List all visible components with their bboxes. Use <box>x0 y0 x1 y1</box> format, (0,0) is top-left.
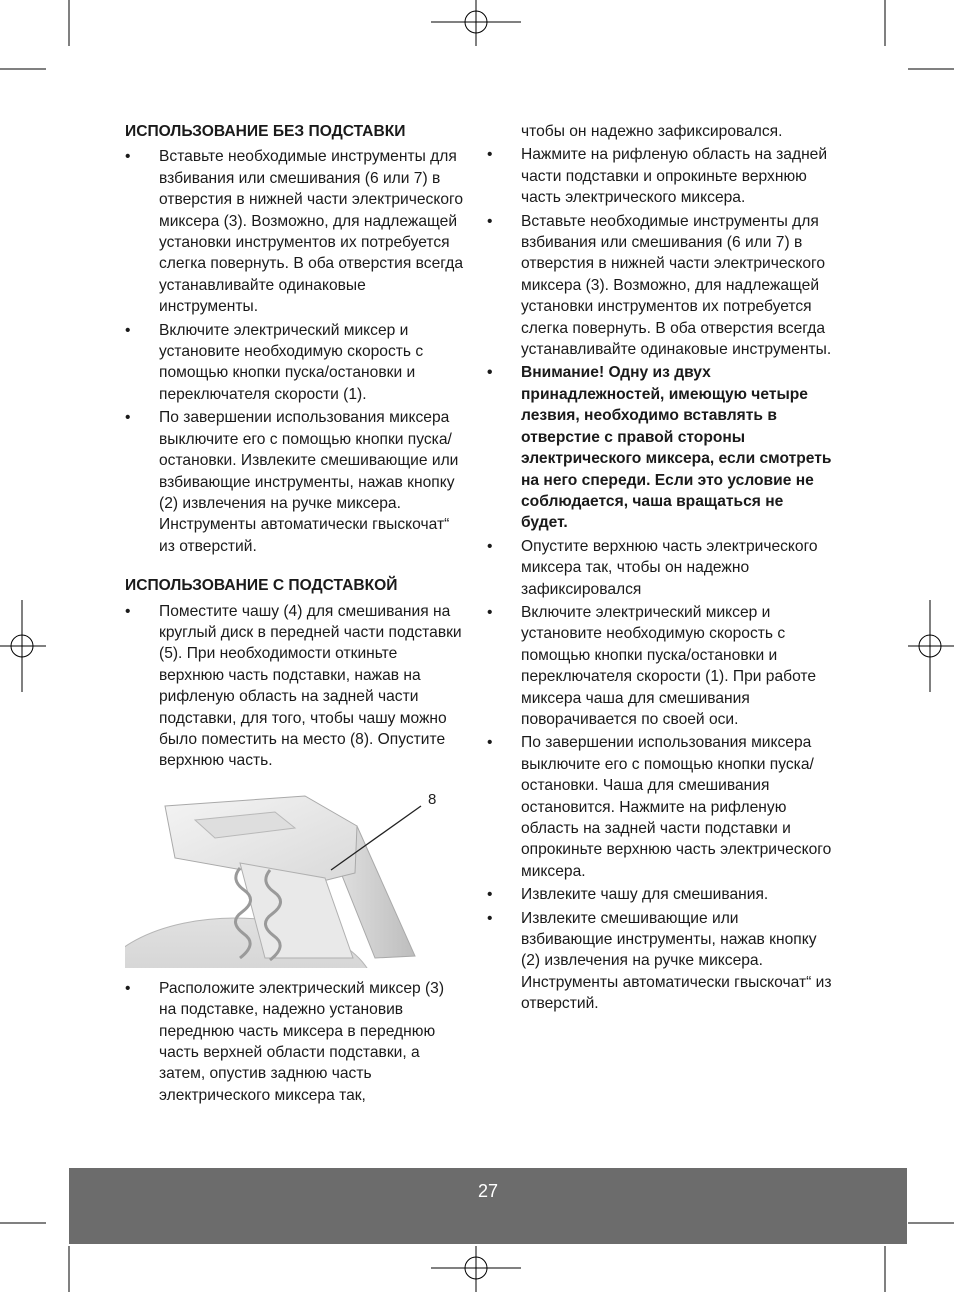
bullet: • <box>487 603 493 621</box>
left-column <box>125 121 465 1108</box>
list-item: • Включите электрический миксер и установите необходимую скорость с помощью кнопки пуска/остановки и переключателя скорости (1). <box>125 321 424 403</box>
heading-without-stand: ИСПОЛЬЗОВАНИЕ БЕЗ ПОДСТАВКИ <box>125 123 406 140</box>
bullet: • <box>125 409 131 427</box>
footer-bar <box>69 1168 907 1244</box>
bullet: • <box>487 886 493 904</box>
registration-mark-bottom <box>431 1246 521 1292</box>
registration-mark-right <box>908 600 954 692</box>
bullet: • <box>487 146 493 164</box>
right-column <box>487 121 832 1017</box>
bullet: • <box>125 602 131 620</box>
list-item: • Нажмите на рифленую область на задней части подставки и опрокиньте верхнюю часть электрического миксера. <box>487 146 828 207</box>
bullet: • <box>487 537 493 555</box>
bullet: • <box>487 734 493 752</box>
bullet: • <box>487 909 493 927</box>
registration-mark-top <box>431 0 521 46</box>
bullet: • <box>125 979 131 997</box>
bullet: • <box>125 148 131 166</box>
list-item: • Извлеките смешивающие или взбивающие инструменты, нажав кнопку (2) извлечения на ручке миксера. Инструменты автоматически гвыскочат“ из отверстий. <box>487 909 832 1013</box>
bullet: • <box>125 321 131 339</box>
page-number: 27 <box>477 1181 499 1201</box>
mixer-stand-drawing <box>125 788 465 968</box>
list-item: • Извлеките чашу для смешивания. <box>487 884 832 905</box>
list-item: • Вставьте необходимые инструменты для взбивания или смешивания (6 или 7) в отверстия в нижней части электрического миксера (3). Возможно, для надлежащей установки инструментов их потребуется слегка повернуть. В оба отверстия всегда устанавливайте одинаковые инструменты. <box>125 148 464 316</box>
list-item: • Опустите верхнюю часть электрического миксера так, чтобы он надежно зафиксировался <box>487 537 818 598</box>
list-item: • Вставьте необходимые инструменты для взбивания или смешивания (6 или 7) в отверстия в нижней части электрического миксера (3). Возможно, для надлежащей установки инструментов их потребуется слегка повернуть. В оба отверстия всегда устанавливайте одинаковые инструменты. <box>487 212 832 359</box>
list-place-mixer <box>125 978 465 1106</box>
stand-illustration <box>125 788 465 968</box>
list-item: • По завершении использования миксера выключите его с помощью кнопки пуска/остановки. Извлеките смешивающие или взбивающие инструменты, нажав кнопку (2) извлечения на ручке миксера. Инструменты автоматически гвыскочат“ из отверстий. <box>125 409 459 555</box>
heading-with-stand: ИСПОЛЬЗОВАНИЕ С ПОДСТАВКОЙ <box>125 577 398 595</box>
continued-text: чтобы он надежно зафиксировался. <box>521 123 783 140</box>
list-item: • По завершении использования миксера выключите его с помощью кнопки пуска/остановки. Чаша для смешивания остановится. Нажмите на рифленую область на задней части подставки и опрокиньте верхнюю часть электрического миксера. <box>487 734 832 880</box>
bullet: • <box>487 364 493 382</box>
list-item: • Расположите электрический миксер (3) на подставке, надежно установив переднюю часть миксера в переднюю часть верхней области подставки, а затем, опустив заднюю часть электрического миксера так, <box>125 979 445 1104</box>
list-right <box>487 144 832 1014</box>
list-item: • Включите электрический миксер и установите необходимую скорость с помощью кнопки пуска/остановки и переключателя скорости (1). При работе миксера чаша для смешивания поворачивается по своей оси. <box>487 603 817 728</box>
warning-item: • Внимание! Одну из двух принадлежностей, имеющую четыре лезвия, необходимо вставлять в отверстие с правой стороны электрического миксера, если смотреть на него спереди. Если это условие не соблюдается, чаша вращаться не будет. <box>487 364 832 532</box>
list-with-stand <box>125 601 465 772</box>
registration-mark-left <box>0 600 46 692</box>
bullet: • <box>487 212 493 230</box>
list-without-stand <box>125 146 465 557</box>
list-item: • Поместите чашу (4) для смешивания на круглый диск в передней части подставки (5). При необходимости откиньте верхнюю часть подставки, нажав на рифленую область на задней части подставки, для того, чтобы чашу можно было поместить на место (8). Опустите верхнюю часть. <box>125 602 462 770</box>
figure-label: 8 <box>428 790 437 808</box>
